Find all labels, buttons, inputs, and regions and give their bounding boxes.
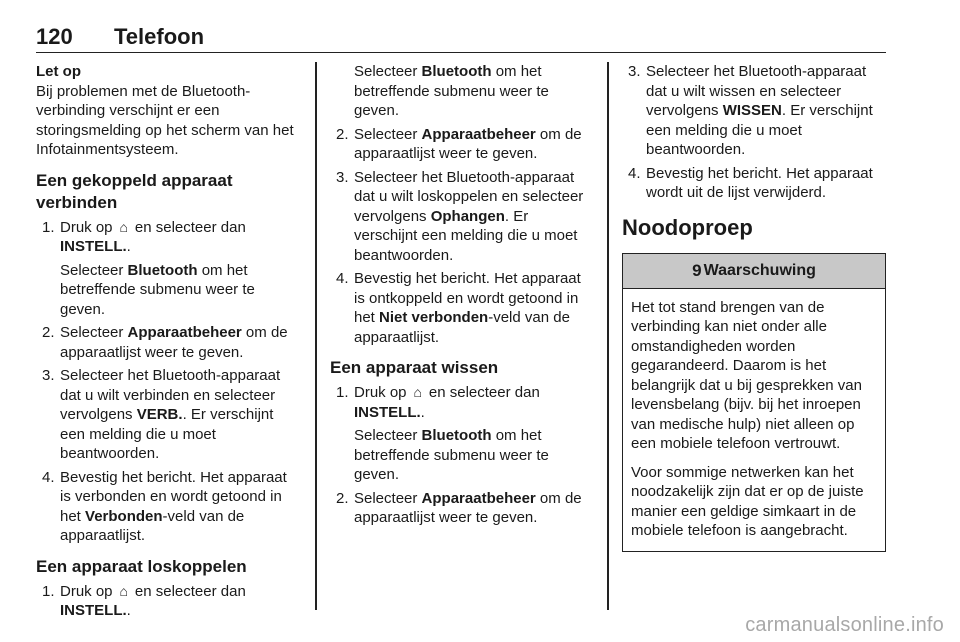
note-text: Bij problemen met de Bluetooth-verbinding verschijnt er een storingsmelding op het scherm van het Infotainmentsysteem. (36, 82, 294, 158)
list-item: 1. Druk op ⌂ en selecteer dan INSTELL.. (42, 218, 246, 255)
warning-box (622, 253, 886, 552)
list-item: 4. Bevestig het bericht. Het apparaat is ontkoppeld en wordt getoond in het Niet verbonden-veld van de apparaatlijst. (336, 270, 581, 346)
column-divider (607, 62, 609, 610)
warning-icon: 9 (692, 260, 702, 280)
watermark: carmanualsonline.info (745, 614, 944, 636)
section-heading-emergency: Noodoproep (622, 214, 753, 240)
list-item: 4. Bevestig het bericht. Het apparaat wordt uit de lijst verwijderd. (628, 164, 873, 201)
list-item: 4. Bevestig het bericht. Het apparaat is verbonden en wordt getoond in het Verbonden-veld van de apparaatlijst. (42, 468, 287, 544)
section-heading-disconnect: Een apparaat loskoppelen (36, 556, 247, 576)
section-heading-delete: Een apparaat wissen (330, 358, 499, 377)
list-item: 3. Selecteer het Bluetooth-apparaat dat u wilt verbinden en selecteer vervolgens VERB.. Er verschijnt een melding die u moet beantwoorden. (42, 367, 281, 462)
list-item-detail: Selecteer Bluetooth om het betreffende submenu weer te geven. (60, 261, 255, 318)
list-item: 3. Selecteer het Bluetooth-apparaat dat u wilt wissen en selecteer vervolgens WISSEN. Er verschijnt een melding die u moet beantwoorden. (628, 63, 873, 158)
warning-title: Waarschuwing (703, 261, 816, 279)
page-title: Telefoon (114, 24, 205, 49)
list-item-detail: Selecteer Bluetooth om het betreffende submenu weer te geven. (354, 63, 549, 119)
column-divider (315, 62, 317, 610)
column-3 (622, 62, 886, 552)
list-item: 2. Selecteer Apparaatbeheer om de apparaatlijst weer te geven. (336, 489, 582, 526)
list-item: 1. Druk op ⌂ en selecteer dan INSTELL.. (336, 384, 540, 421)
warning-paragraph: Voor sommige netwerken kan het noodzakelijk zijn dat er op de juiste manier een geldige simkaart in de mobiele telefoon is aangebracht. (631, 463, 864, 539)
warning-body (623, 289, 885, 551)
list-item: 2. Selecteer Apparaatbeheer om de apparaatlijst weer te geven. (336, 125, 582, 162)
home-icon: ⌂ (413, 384, 422, 400)
column-2 (330, 62, 592, 532)
column-1 (36, 62, 300, 625)
section-heading-connect: Een gekoppeld apparaat verbinden (36, 170, 233, 212)
page-header (36, 18, 886, 53)
home-icon: ⌂ (119, 582, 128, 599)
list-item: 2. Selecteer Apparaatbeheer om de apparaatlijst weer te geven. (42, 324, 288, 361)
home-icon: ⌂ (119, 218, 128, 235)
page-number: 120 (36, 24, 73, 49)
list-item: 3. Selecteer het Bluetooth-apparaat dat u wilt loskoppelen en selecteer vervolgens Ophangen. Er verschijnt een melding die u moet beantwoorden. (336, 168, 584, 264)
warning-header (623, 254, 885, 289)
warning-paragraph: Het tot stand brengen van de verbinding kan niet onder alle omstandigheden worden gegarandeerd. Daarom is het belangrijk dat u bij gesprekken van levensbelang (bijv. bij het inroepen van medische hulp) niet alleen op een mobiele telefoon vertrouwt. (631, 298, 862, 452)
list-item-detail: Selecteer Bluetooth om het betreffende submenu weer te geven. (354, 427, 549, 483)
note-label: Let op (36, 63, 81, 80)
list-item: 1. Druk op ⌂ en selecteer dan INSTELL.. (42, 582, 246, 619)
